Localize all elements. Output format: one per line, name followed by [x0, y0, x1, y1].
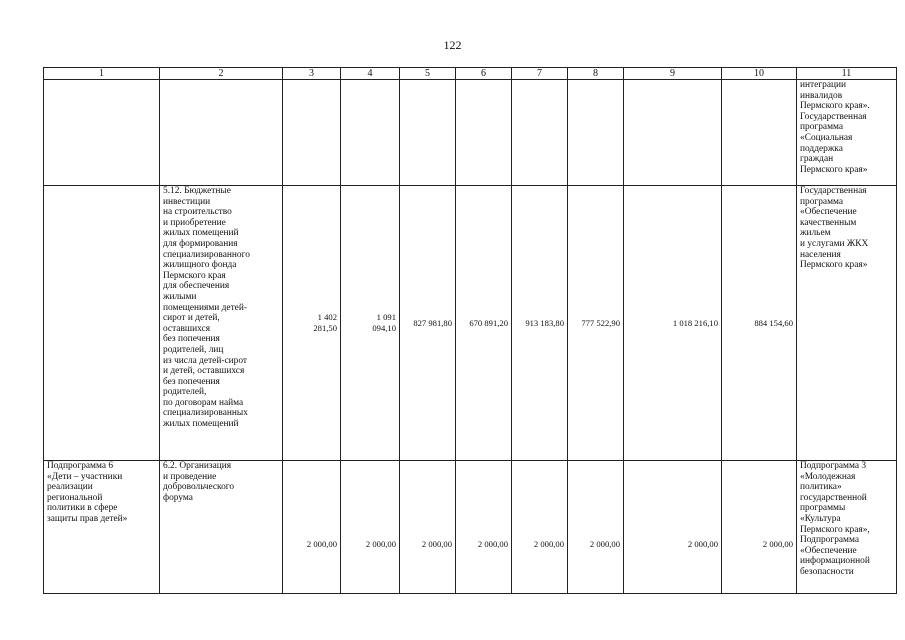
measure-name-cell	[160, 80, 283, 186]
amount-cell	[568, 80, 624, 186]
amount-cell: 827 981,80	[400, 186, 456, 461]
table-row	[44, 80, 897, 186]
column-header: 7	[512, 68, 568, 80]
amount-cell: 1 018 216,10	[624, 186, 722, 461]
amount-cell: 2 000,00	[624, 461, 722, 594]
program-name-cell	[44, 186, 160, 461]
amount-cell: 2 000,00	[512, 461, 568, 594]
column-header: 6	[456, 68, 512, 80]
column-header: 1	[44, 68, 160, 80]
amount-cell	[400, 80, 456, 186]
state-program-cell: Государственная программа «Обеспечение качественным жильем и услугами ЖКХ населения Пермского края»	[797, 186, 897, 461]
column-number-header-row	[44, 68, 897, 80]
column-header: 8	[568, 68, 624, 80]
amount-cell: 884 154,60	[722, 186, 797, 461]
amount-cell: 777 522,90	[568, 186, 624, 461]
amount-cell	[512, 80, 568, 186]
amount-cell: 2 000,00	[283, 461, 341, 594]
amount-cell: 2 000,00	[341, 461, 400, 594]
amount-cell: 2 000,00	[456, 461, 512, 594]
amount-cell: 2 000,00	[568, 461, 624, 594]
amount-cell: 2 000,00	[722, 461, 797, 594]
amount-cell: 913 183,80	[512, 186, 568, 461]
table-row	[44, 461, 897, 594]
amount-cell: 1 091 094,10	[341, 186, 400, 461]
column-header: 2	[160, 68, 283, 80]
table-row	[44, 186, 897, 461]
amount-cell: 1 402 281,50	[283, 186, 341, 461]
amount-cell	[283, 80, 341, 186]
column-header: 4	[341, 68, 400, 80]
column-header: 11	[797, 68, 897, 80]
state-program-cell: Подпрограмма 3 «Молодежная политика» государственной программы «Культура Пермского края», Подпрограмма «Обеспечение информационной безопасности	[797, 461, 897, 594]
measure-name-cell: 6.2. Организация и проведение добровольческого форума	[160, 461, 283, 594]
page-number: 122	[443, 38, 462, 52]
amount-cell	[624, 80, 722, 186]
column-header: 10	[722, 68, 797, 80]
amount-cell: 2 000,00	[400, 461, 456, 594]
column-header: 3	[283, 68, 341, 80]
column-header: 5	[400, 68, 456, 80]
state-program-cell: интеграции инвалидов Пермского края». Государственная программа «Социальная поддержка граждан Пермского края»	[797, 80, 897, 186]
measure-name-cell: 5.12. Бюджетные инвестиции на строительство и приобретение жилых помещений для формирования специализированного жилищного фонда Пермского края для обеспечения жилыми помещениями детей- сирот и детей, оставшихся без попечения родителей, лиц из числа детей-сирот и детей, оставшихся без попечения родителей, по договорам найма специализированных жилых помещений	[160, 186, 283, 461]
program-name-cell: Подпрограмма 6 «Дети – участники реализации региональной политики в сфере защиты прав детей»	[44, 461, 160, 594]
amount-cell	[456, 80, 512, 186]
amount-cell	[341, 80, 400, 186]
program-name-cell	[44, 80, 160, 186]
budget-table	[43, 67, 897, 594]
amount-cell: 670 891,20	[456, 186, 512, 461]
amount-cell	[722, 80, 797, 186]
column-header: 9	[624, 68, 722, 80]
